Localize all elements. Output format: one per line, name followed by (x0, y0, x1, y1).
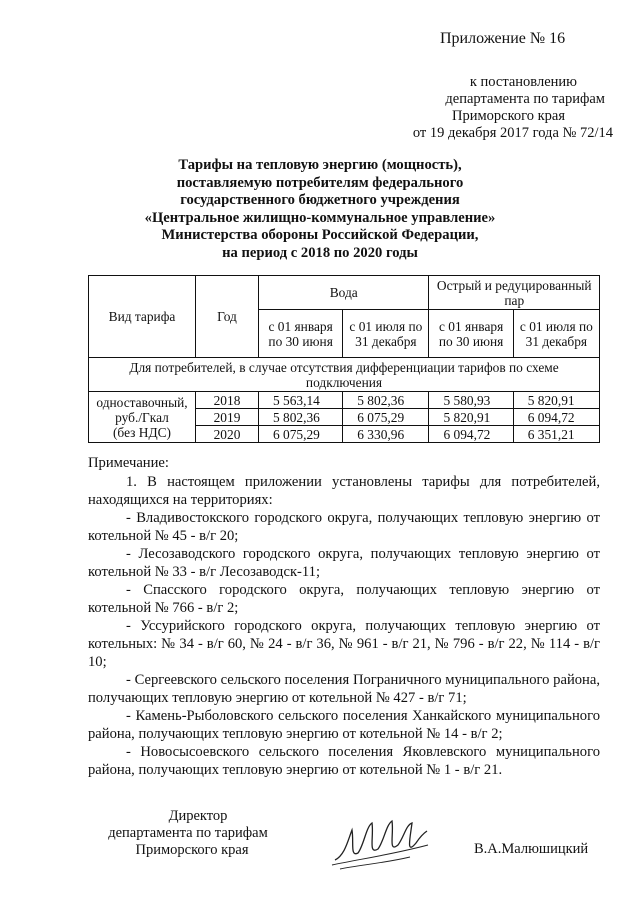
notes-item: - Новосысоевского сельского поселения Яковлевского муниципального района, получающих тепловую энергию от котельной № 1 - в/г 21. (88, 744, 600, 778)
year-cell: 2018 (196, 392, 259, 409)
title-line: на период с 2018 по 2020 годы (222, 244, 418, 261)
steam-period-1-cell: 5 580,93 (429, 392, 513, 409)
section-heading: Для потребителей, в случае отсутствия дифференциации тарифов по схеме подключения (89, 358, 600, 392)
document-title (100, 157, 540, 262)
tariff-type-line: одноставочный, (96, 394, 188, 410)
water-period-1-cell: 5 802,36 (259, 409, 343, 426)
notes-section (88, 454, 600, 779)
header-steam-period-2: с 01 июля по 31 декабря (513, 310, 599, 358)
water-period-2-cell: 6 330,96 (343, 426, 429, 443)
signatory-name: В.А.Малюшицкий (474, 841, 589, 857)
appendix-line: департамента по тарифам (445, 91, 605, 107)
year-cell: 2019 (196, 409, 259, 426)
handwritten-signature (330, 815, 430, 875)
steam-period-1-cell: 6 094,72 (429, 426, 513, 443)
year-cell: 2020 (196, 426, 259, 443)
signatory-title-line: департамента по тарифам (108, 825, 268, 841)
notes-item: - Камень-Рыболовского сельского поселения Ханкайского муниципального района, получающих тепловую энергию от котельной № 14 - в/г 2; (88, 708, 600, 742)
appendix-line: от 19 декабря 2017 года № 72/14 (412, 125, 613, 141)
appendix-reference (360, 74, 613, 142)
header-water-period-2: с 01 июля по 31 декабря (343, 310, 429, 358)
title-line: «Центральное жилищно-коммунальное управление» (144, 209, 496, 226)
steam-period-1-cell: 5 820,91 (429, 409, 513, 426)
steam-period-2-cell: 5 820,91 (513, 392, 599, 409)
water-period-2-cell: 5 802,36 (343, 392, 429, 409)
notes-item: - Лесозаводского городского округа, получающих тепловую энергию от котельной № 33 - в/г Лесозаводск-11; (88, 546, 600, 580)
appendix-line: Приморского края (451, 108, 565, 124)
appendix-number: Приложение № 16 (440, 30, 566, 47)
water-period-1-cell: 5 563,14 (259, 392, 343, 409)
steam-period-2-cell: 6 094,72 (513, 409, 599, 426)
header-steam: Острый и редуцированный пар (429, 276, 600, 310)
title-line: поставляемую потребителям федерального (176, 174, 464, 191)
header-tariff-type: Вид тарифа (89, 276, 196, 358)
title-line: Тарифы на тепловую энергию (мощность), (178, 157, 462, 173)
notes-title: Примечание: (88, 455, 169, 471)
header-year: Год (196, 276, 259, 358)
notes-item: - Спасского городского округа, получающих тепловую энергию от котельной № 766 - в/г 2; (88, 582, 600, 616)
notes-intro: 1. В настоящем приложении установлены тарифы для потребителей, находящихся на территориях: (88, 474, 600, 508)
steam-period-2-cell: 6 351,21 (513, 426, 599, 443)
notes-item: - Уссурийского городского округа, получающих тепловую энергию от котельных: № 34 - в/г 60, № 24 - в/г 36, № 961 - в/г 21, № 796 - в/г 22, № 114 - в/г 10; (88, 618, 600, 670)
header-steam-period-1: с 01 января по 30 июня (429, 310, 513, 358)
signatory-title-line: Директор (168, 808, 228, 824)
tariff-table (88, 275, 600, 443)
water-period-1-cell: 6 075,29 (259, 426, 343, 443)
notes-item: - Сергеевского сельского поселения Пограничного муниципального района, получающих тепловую энергию от котельной № 427 - в/г 71; (88, 672, 600, 706)
tariff-type-cell (89, 392, 196, 443)
tariff-type-line: руб./Гкал (115, 409, 169, 425)
title-line: государственного бюджетного учреждения (180, 192, 460, 208)
appendix-line: к постановлению (469, 74, 577, 90)
tariff-type-line: (без НДС) (112, 424, 172, 440)
notes-item: - Владивостокского городского округа, получающих тепловую энергию от котельной № 45 - в/г 20; (88, 510, 600, 544)
water-period-2-cell: 6 075,29 (343, 409, 429, 426)
signatory-title-line: Приморского края (135, 842, 249, 858)
header-water: Вода (259, 276, 429, 310)
signatory-title (88, 808, 288, 859)
header-water-period-1: с 01 января по 30 июня (259, 310, 343, 358)
title-line: Министерства обороны Российской Федерации, (161, 227, 479, 243)
